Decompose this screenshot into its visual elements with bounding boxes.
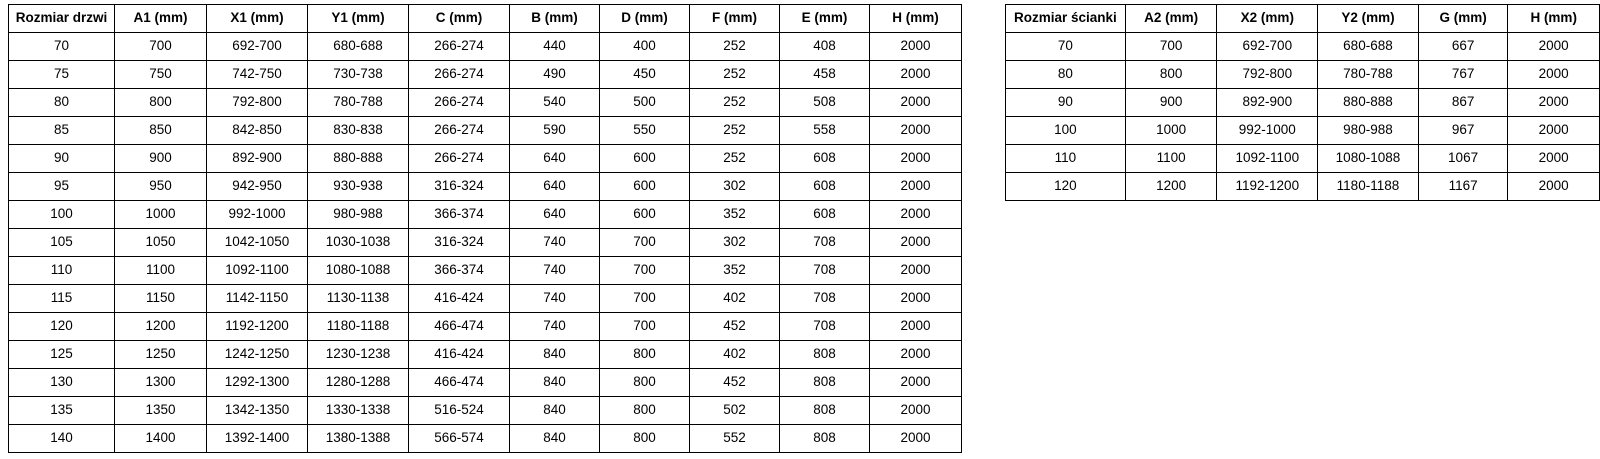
doors-size-cell: 105 [9,229,115,257]
table-cell: 540 [510,89,600,117]
table-cell: 2000 [1508,117,1600,145]
table-cell: 740 [510,313,600,341]
table-cell: 252 [690,61,780,89]
table-cell: 1350 [115,397,207,425]
doors-size-cell: 90 [9,145,115,173]
table-cell: 2000 [870,145,962,173]
table-cell: 2000 [870,369,962,397]
table-cell: 302 [690,173,780,201]
table-cell: 800 [600,341,690,369]
table-cell: 1192-1200 [1217,173,1318,201]
table-cell: 2000 [1508,145,1600,173]
table-cell: 850 [115,117,207,145]
table-cell: 640 [510,201,600,229]
table-cell: 600 [600,201,690,229]
wall-dimensions-table [1005,4,1600,201]
doors-column-header: H (mm) [870,5,962,33]
table-cell: 252 [690,145,780,173]
table-cell: 458 [780,61,870,89]
table-cell: 730-738 [308,61,409,89]
table-cell: 1150 [115,285,207,313]
table-cell: 1092-1100 [1217,145,1318,173]
doors-column-header: Y1 (mm) [308,5,409,33]
table-cell: 1200 [1125,173,1217,201]
table-cell: 2000 [870,229,962,257]
table-cell: 552 [690,425,780,453]
wall-size-cell: 90 [1006,89,1126,117]
table-cell: 2000 [870,425,962,453]
table-cell: 502 [690,397,780,425]
table-cell: 608 [780,173,870,201]
table-cell: 842-850 [207,117,308,145]
table-row [9,89,962,117]
table-cell: 508 [780,89,870,117]
table-cell: 2000 [870,33,962,61]
table-cell: 680-688 [308,33,409,61]
doors-column-header: B (mm) [510,5,600,33]
table-cell: 640 [510,173,600,201]
table-cell: 708 [780,313,870,341]
wall-column-header: G (mm) [1418,5,1508,33]
table-cell: 366-374 [409,201,510,229]
table-cell: 840 [510,341,600,369]
table-cell: 1330-1338 [308,397,409,425]
table-header-row [9,5,962,33]
table-row [9,33,962,61]
table-cell: 2000 [870,313,962,341]
table-cell: 1192-1200 [207,313,308,341]
table-cell: 266-274 [409,89,510,117]
table-cell: 466-474 [409,313,510,341]
table-cell: 1130-1138 [308,285,409,313]
table-cell: 950 [115,173,207,201]
doors-size-cell: 70 [9,33,115,61]
table-cell: 1230-1238 [308,341,409,369]
table-cell: 302 [690,229,780,257]
table-cell: 316-324 [409,229,510,257]
table-cell: 667 [1418,33,1508,61]
table-cell: 316-324 [409,173,510,201]
table-cell: 867 [1418,89,1508,117]
table-cell: 792-800 [207,89,308,117]
table-cell: 1292-1300 [207,369,308,397]
table-cell: 466-474 [409,369,510,397]
table-cell: 692-700 [207,33,308,61]
table-cell: 900 [1125,89,1217,117]
table-row [9,369,962,397]
wall-dimensions-table-container [1005,4,1600,201]
doors-size-cell: 95 [9,173,115,201]
table-cell: 1030-1038 [308,229,409,257]
doors-size-cell: 115 [9,285,115,313]
table-cell: 1180-1188 [1318,173,1419,201]
doors-size-cell: 140 [9,425,115,453]
table-cell: 600 [600,173,690,201]
table-cell: 1092-1100 [207,257,308,285]
doors-size-cell: 135 [9,397,115,425]
table-cell: 840 [510,425,600,453]
table-cell: 692-700 [1217,33,1318,61]
table-row [9,201,962,229]
table-cell: 252 [690,89,780,117]
table-row [9,397,962,425]
table-cell: 1250 [115,341,207,369]
table-cell: 1050 [115,229,207,257]
table-cell: 808 [780,425,870,453]
table-cell: 608 [780,201,870,229]
table-row [1006,61,1600,89]
table-cell: 840 [510,369,600,397]
table-cell: 1100 [115,257,207,285]
table-cell: 1080-1088 [308,257,409,285]
doors-size-cell: 100 [9,201,115,229]
table-cell: 1180-1188 [308,313,409,341]
table-cell: 352 [690,201,780,229]
table-cell: 742-750 [207,61,308,89]
table-cell: 930-938 [308,173,409,201]
table-row [9,145,962,173]
table-body [9,33,962,453]
table-cell: 600 [600,145,690,173]
table-row [9,285,962,313]
table-cell: 700 [600,313,690,341]
table-cell: 708 [780,285,870,313]
table-cell: 800 [600,397,690,425]
table-cell: 1400 [115,425,207,453]
table-cell: 252 [690,117,780,145]
table-cell: 266-274 [409,61,510,89]
table-cell: 416-424 [409,285,510,313]
table-row [9,173,962,201]
doors-column-header: X1 (mm) [207,5,308,33]
wall-column-header: A2 (mm) [1125,5,1217,33]
wall-size-cell: 120 [1006,173,1126,201]
table-cell: 708 [780,229,870,257]
table-cell: 402 [690,341,780,369]
wall-size-cell: 80 [1006,61,1126,89]
table-cell: 1300 [115,369,207,397]
table-cell: 880-888 [1318,89,1419,117]
table-row [1006,33,1600,61]
table-cell: 2000 [870,173,962,201]
table-cell: 1000 [1125,117,1217,145]
table-cell: 840 [510,397,600,425]
table-cell: 800 [115,89,207,117]
table-cell: 700 [600,285,690,313]
table-cell: 808 [780,369,870,397]
table-cell: 992-1000 [207,201,308,229]
table-cell: 640 [510,145,600,173]
doors-size-cell: 110 [9,257,115,285]
table-cell: 800 [600,369,690,397]
table-cell: 352 [690,257,780,285]
table-cell: 740 [510,257,600,285]
table-cell: 1242-1250 [207,341,308,369]
table-cell: 880-888 [308,145,409,173]
table-cell: 566-574 [409,425,510,453]
table-row [1006,117,1600,145]
table-body [1006,33,1600,201]
table-cell: 700 [600,229,690,257]
doors-column-header: A1 (mm) [115,5,207,33]
table-cell: 980-988 [308,201,409,229]
table-cell: 700 [115,33,207,61]
wall-column-header: Y2 (mm) [1318,5,1419,33]
table-cell: 1067 [1418,145,1508,173]
table-cell: 2000 [1508,33,1600,61]
table-row [9,229,962,257]
table-row [9,117,962,145]
table-cell: 780-788 [308,89,409,117]
doors-dimensions-table-container [8,4,962,453]
table-cell: 680-688 [1318,33,1419,61]
table-cell: 400 [600,33,690,61]
table-cell: 992-1000 [1217,117,1318,145]
table-cell: 590 [510,117,600,145]
table-cell: 740 [510,229,600,257]
table-cell: 452 [690,369,780,397]
table-cell: 708 [780,257,870,285]
table-cell: 452 [690,313,780,341]
wall-size-cell: 70 [1006,33,1126,61]
table-cell: 1342-1350 [207,397,308,425]
wall-column-header: Rozmiar ścianki [1006,5,1126,33]
table-cell: 500 [600,89,690,117]
table-cell: 750 [115,61,207,89]
table-cell: 700 [1125,33,1217,61]
table-cell: 1167 [1418,173,1508,201]
doors-size-cell: 85 [9,117,115,145]
table-cell: 490 [510,61,600,89]
table-cell: 266-274 [409,117,510,145]
table-cell: 892-900 [207,145,308,173]
table-cell: 416-424 [409,341,510,369]
doors-column-header: C (mm) [409,5,510,33]
table-row [9,61,962,89]
table-cell: 1392-1400 [207,425,308,453]
table-cell: 266-274 [409,145,510,173]
table-cell: 780-788 [1318,61,1419,89]
doors-size-cell: 125 [9,341,115,369]
table-row [1006,173,1600,201]
doors-dimensions-table [8,4,962,453]
table-cell: 942-950 [207,173,308,201]
table-cell: 2000 [870,397,962,425]
table-cell: 440 [510,33,600,61]
table-cell: 800 [1125,61,1217,89]
table-cell: 740 [510,285,600,313]
table-cell: 550 [600,117,690,145]
table-cell: 767 [1418,61,1508,89]
table-cell: 608 [780,145,870,173]
table-cell: 402 [690,285,780,313]
table-cell: 366-374 [409,257,510,285]
table-cell: 2000 [870,257,962,285]
table-cell: 792-800 [1217,61,1318,89]
table-cell: 1280-1288 [308,369,409,397]
doors-size-cell: 75 [9,61,115,89]
doors-size-cell: 130 [9,369,115,397]
table-row [9,257,962,285]
doors-column-header: E (mm) [780,5,870,33]
table-cell: 967 [1418,117,1508,145]
table-cell: 808 [780,341,870,369]
table-cell: 1142-1150 [207,285,308,313]
table-cell: 558 [780,117,870,145]
table-cell: 1042-1050 [207,229,308,257]
table-cell: 2000 [1508,89,1600,117]
table-cell: 980-988 [1318,117,1419,145]
table-cell: 700 [600,257,690,285]
table-cell: 1080-1088 [1318,145,1419,173]
table-row [9,425,962,453]
doors-size-cell: 80 [9,89,115,117]
table-cell: 2000 [870,341,962,369]
table-cell: 266-274 [409,33,510,61]
table-row [9,341,962,369]
table-cell: 1380-1388 [308,425,409,453]
doors-size-cell: 120 [9,313,115,341]
table-cell: 2000 [1508,61,1600,89]
table-row [1006,89,1600,117]
table-cell: 830-838 [308,117,409,145]
table-row [9,313,962,341]
table-header-row [1006,5,1600,33]
table-cell: 450 [600,61,690,89]
table-cell: 800 [600,425,690,453]
table-cell: 2000 [870,285,962,313]
table-cell: 2000 [870,201,962,229]
wall-column-header: X2 (mm) [1217,5,1318,33]
wall-size-cell: 100 [1006,117,1126,145]
doors-column-header: Rozmiar drzwi [9,5,115,33]
table-cell: 2000 [870,61,962,89]
doors-column-header: F (mm) [690,5,780,33]
table-cell: 252 [690,33,780,61]
table-cell: 1100 [1125,145,1217,173]
table-cell: 2000 [870,117,962,145]
table-cell: 2000 [870,89,962,117]
table-cell: 808 [780,397,870,425]
wall-column-header: H (mm) [1508,5,1600,33]
table-cell: 900 [115,145,207,173]
table-cell: 2000 [1508,173,1600,201]
wall-size-cell: 110 [1006,145,1126,173]
table-cell: 408 [780,33,870,61]
table-cell: 892-900 [1217,89,1318,117]
table-cell: 1000 [115,201,207,229]
table-cell: 1200 [115,313,207,341]
table-row [1006,145,1600,173]
table-cell: 516-524 [409,397,510,425]
doors-column-header: D (mm) [600,5,690,33]
